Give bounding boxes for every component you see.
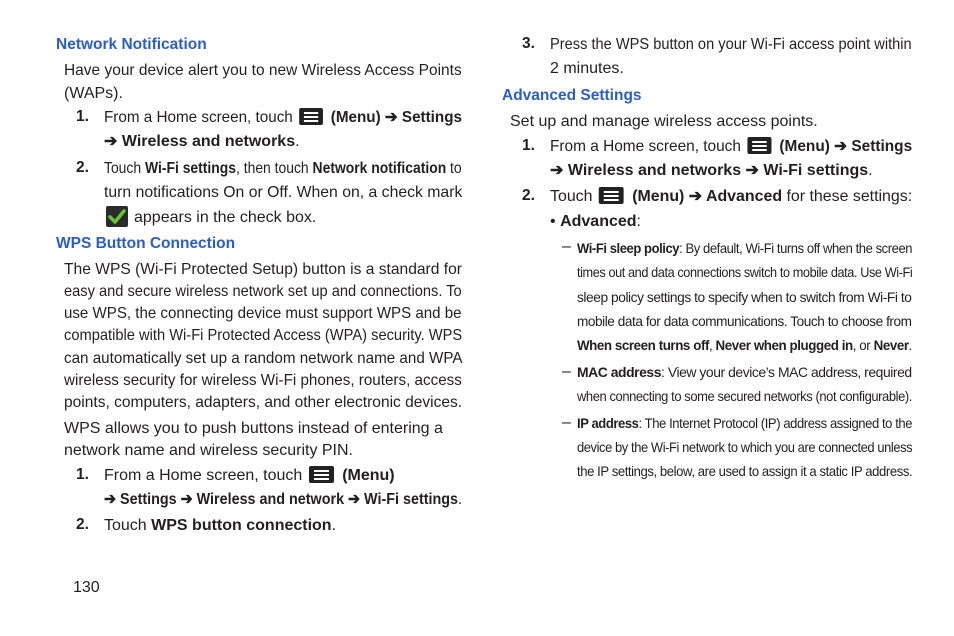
step-number: 3.	[522, 35, 535, 52]
sub-item-text	[577, 236, 912, 260]
menu-icon	[747, 137, 771, 154]
paragraph-line: compatible with Wi-Fi Protected Access (WPA) security. WPS	[64, 327, 463, 344]
menu-path: ➔ Wireless and networks ➔ Wi-Fi settings	[550, 162, 869, 179]
sub-item-text: the IP settings, below, are used to assign it a static IP address.	[577, 463, 913, 479]
menu-path: (Menu) ➔ Settings	[779, 138, 913, 155]
step-text-part: Touch	[104, 160, 142, 177]
step-text: turn notifications On or Off. When on, a check mark	[104, 184, 463, 201]
step-text: 2 minutes.	[550, 60, 624, 77]
heading-wps-button-connection: WPS Button Connection	[56, 235, 236, 252]
dash-glyph: –	[562, 414, 571, 431]
sub-item-text: when connecting to some secured networks (not configurable).	[577, 388, 912, 404]
paragraph-line: points, computers, adapters, and other electronic devices.	[64, 394, 463, 411]
dash-glyph: –	[562, 363, 571, 380]
step-text-part: Touch	[550, 188, 593, 205]
sub-item-label: MAC address	[577, 364, 662, 380]
step-text: Touch WPS button connection.	[104, 517, 337, 534]
sub-item-text: device by the Wi-Fi network to which you are connected unless	[577, 439, 913, 455]
checkmark-icon	[106, 206, 128, 227]
step-text: ➔ Settings ➔ Wireless and network ➔ Wi-Fi settings.	[104, 491, 463, 508]
sub-item-part: : The Internet Protocol (IP) address assigned to the	[638, 415, 913, 431]
step-text: Press the WPS button on your Wi-Fi access point within	[550, 36, 912, 53]
step-number: 2.	[522, 187, 535, 204]
paragraph-line: Set up and manage wireless access points.	[510, 113, 818, 130]
menu-path: (Menu) ➔ Advanced	[632, 188, 783, 205]
step-text: ➔ Wireless and networks ➔ Wi-Fi settings.	[550, 162, 873, 179]
option-label: When screen turns off	[577, 337, 709, 353]
step-number: 1.	[76, 466, 89, 483]
page-number: 130	[73, 579, 100, 596]
menu-icon	[599, 187, 624, 204]
sub-item-part: : View your device’s MAC address, required	[661, 364, 912, 380]
step-number: 2.	[76, 159, 89, 176]
menu-path: Wi-Fi settings	[144, 160, 237, 177]
step-text-part: From a Home screen, touch	[104, 109, 293, 126]
paragraph-line: easy and secure wireless network set up and connections. To	[64, 283, 462, 300]
menu-icon	[299, 108, 323, 125]
paragraph-line: wireless security for wireless Wi-Fi phones, routers, access	[64, 372, 462, 389]
menu-path: Network notification	[312, 160, 447, 177]
step-text	[550, 136, 912, 158]
step-text-part: From a Home screen, touch	[550, 138, 741, 155]
dash-glyph: –	[562, 238, 571, 255]
menu-path: WPS button connection	[151, 517, 332, 534]
step-text: ➔ Wireless and networks.	[104, 133, 300, 150]
paragraph-line: WPS allows you to push buttons instead of entering a	[64, 420, 443, 437]
step-text	[104, 206, 316, 229]
step-text	[550, 186, 912, 208]
step-text-part: appears in the check box.	[134, 209, 317, 226]
bullet-glyph: •	[550, 213, 556, 230]
menu-icon	[309, 466, 334, 483]
step-number: 2.	[76, 516, 89, 533]
step-text-part: Touch	[104, 517, 147, 534]
bullet-label: Advanced	[560, 213, 637, 230]
sub-item-text: times out and data connections switch to mobile data. Use Wi-Fi	[577, 264, 913, 280]
sub-item-text	[577, 360, 912, 384]
step-text-part: From a Home screen, touch	[104, 467, 303, 484]
step-text-part: , then touch	[236, 160, 309, 177]
paragraph-line: use WPS, the connecting device must support WPS and be	[64, 305, 462, 322]
step-text	[104, 107, 462, 129]
paragraph-line: network name and wireless security PIN.	[64, 442, 353, 459]
step-text-part: to	[450, 160, 462, 177]
sub-item-text: mobile data for data communications. Touch to choose from	[577, 313, 912, 329]
option-label: Never	[873, 337, 909, 353]
sub-item-text	[577, 411, 912, 435]
step-text	[104, 158, 462, 180]
sub-item-label: IP address	[577, 415, 639, 431]
paragraph-line: (WAPs).	[64, 85, 123, 102]
step-text	[104, 465, 395, 487]
sub-item-text: When screen turns off, Never when plugged in, or Never.	[577, 337, 912, 353]
step-number: 1.	[76, 108, 89, 125]
sub-item-part: : By default, Wi-Fi turns off when the screen	[679, 240, 913, 256]
menu-path: (Menu)	[342, 467, 395, 484]
heading-network-notification: Network Notification	[56, 36, 207, 53]
step-text-part: for these settings:	[786, 188, 913, 205]
sub-item-text: sleep policy settings to specify when to switch from Wi-Fi to	[577, 289, 912, 305]
paragraph-line: The WPS (Wi-Fi Protected Setup) button is a standard for	[64, 261, 462, 278]
paragraph-line: Have your device alert you to new Wireless Access Points	[64, 62, 462, 79]
heading-advanced-settings: Advanced Settings	[502, 87, 642, 104]
option-label: Never when plugged in	[715, 337, 853, 353]
step-number: 1.	[522, 137, 535, 154]
menu-path: ➔ Settings ➔ Wireless and network ➔ Wi-Fi settings	[104, 491, 459, 508]
sub-item-label: Wi-Fi sleep policy	[577, 240, 680, 256]
menu-path: ➔ Wireless and networks	[104, 133, 296, 150]
menu-path: (Menu) ➔ Settings	[330, 109, 462, 126]
bullet-item: • Advanced:	[550, 213, 641, 230]
paragraph-line: can automatically set up a random network name and WPA	[64, 350, 463, 367]
